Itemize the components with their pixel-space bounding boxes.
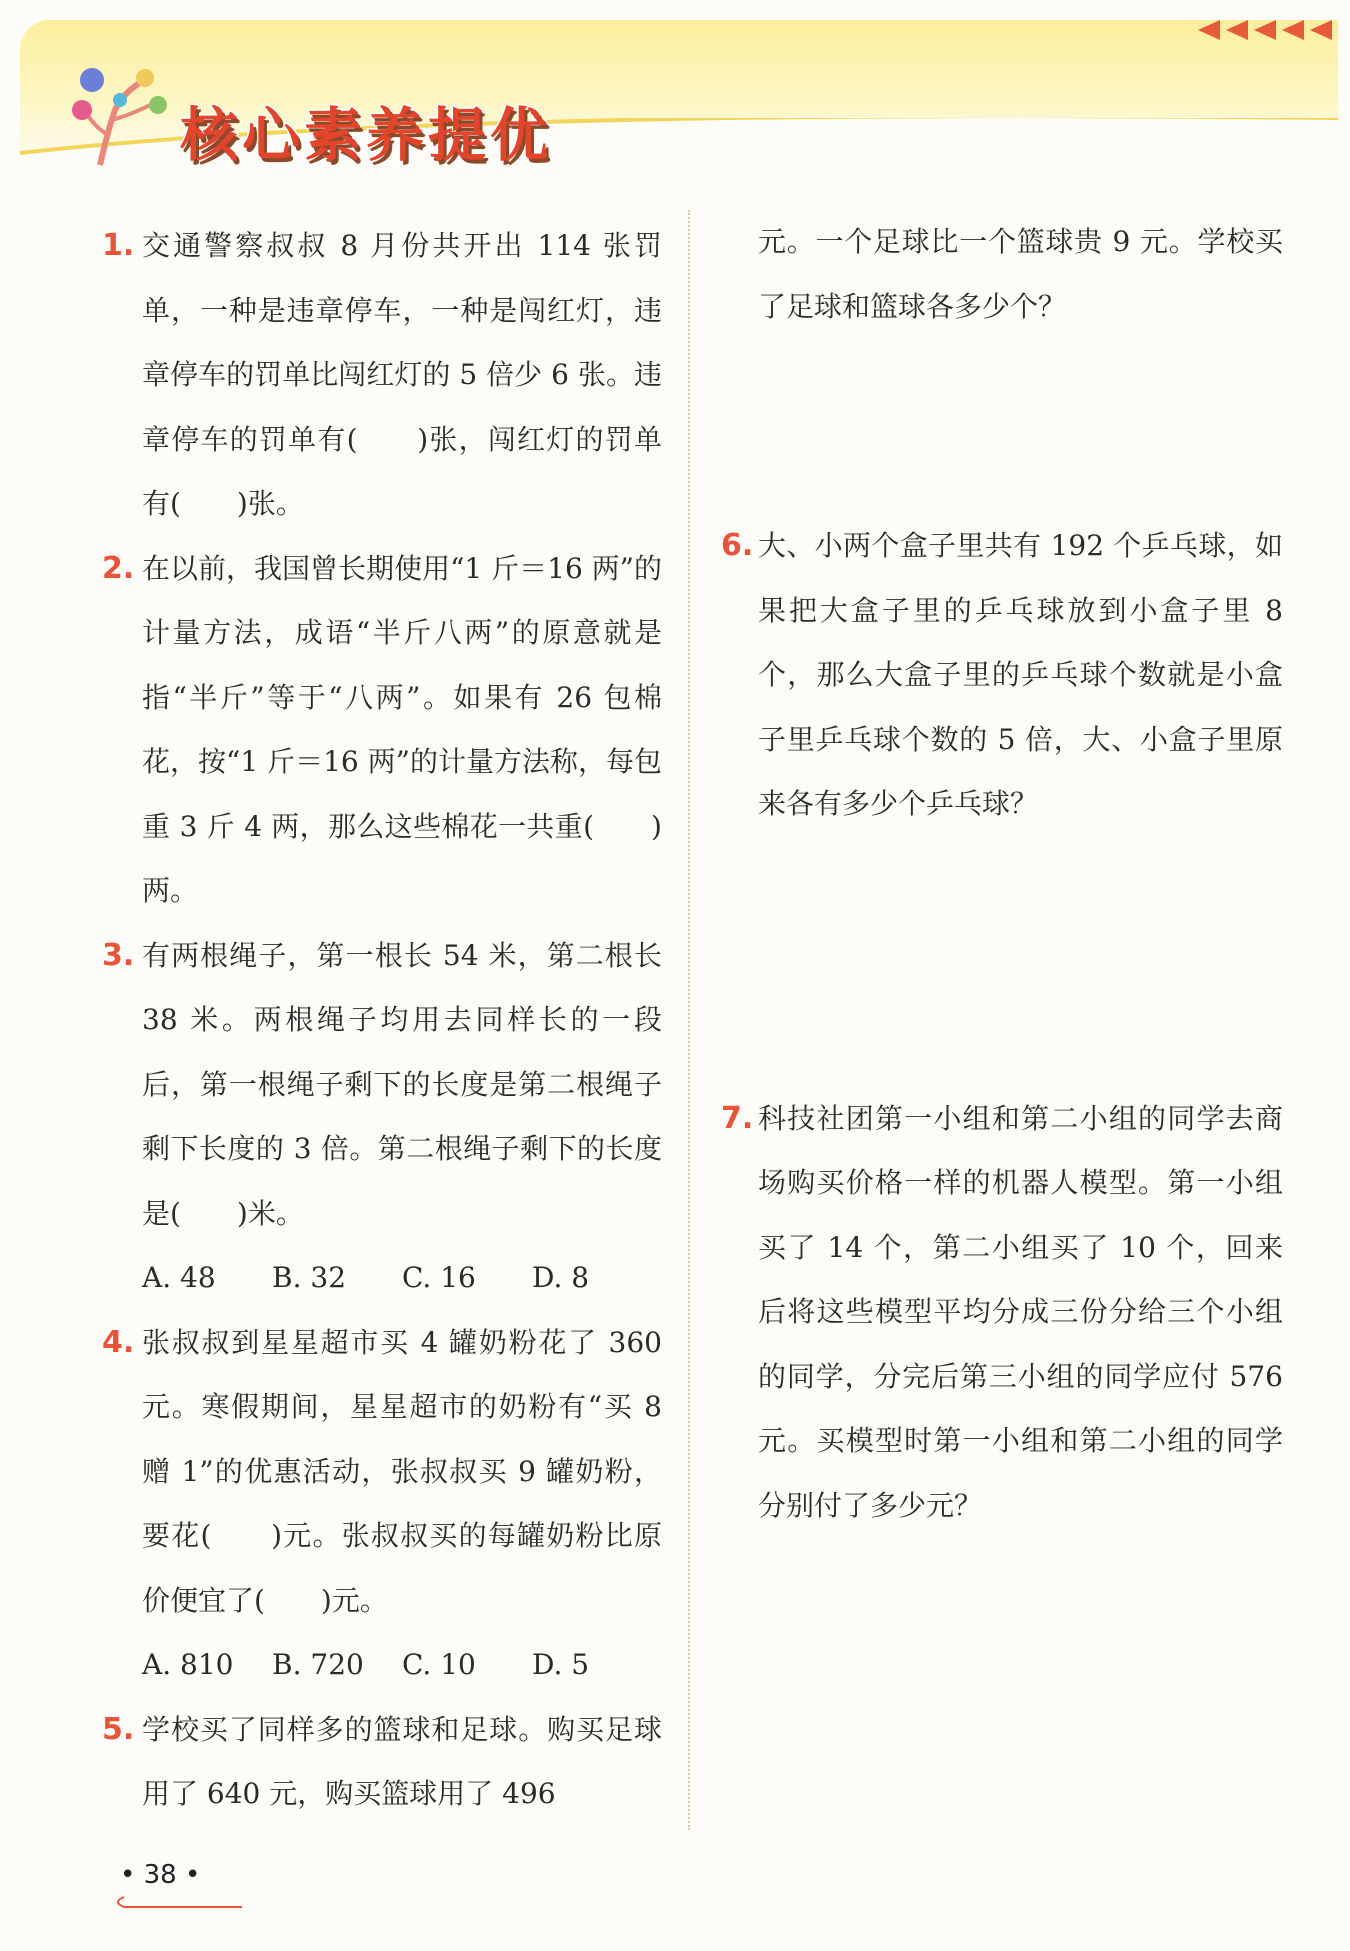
question-6 (718, 514, 1283, 837)
left-column (102, 214, 662, 1827)
option-a: A. 810 (142, 1648, 234, 1681)
question-3 (102, 924, 662, 1247)
question-text: 张叔叔到星星超市买 4 罐奶粉花了 360 元。寒假期间，星星超市的奶粉有“买 8 赠 1”的优惠活动，张叔叔买 9 罐奶粉，要花( )元。张叔叔买的每罐奶粉比原价便宜了( )元。 (142, 1325, 662, 1617)
option-b: B. 720 (272, 1648, 364, 1681)
question-text: 大、小两个盒子里共有 192 个乒乓球，如果把大盒子里的乒乓球放到小盒子里 8 个，那么大盒子里的乒乓球个数就是小盒子里乒乓球个数的 5 倍，大、小盒子里原来各有多少个乒乓球？ (758, 529, 1283, 820)
page-number: • 38 • (120, 1860, 201, 1890)
question-number: 5. (102, 1711, 135, 1747)
arrow-decoration (1198, 20, 1332, 40)
question-text: 有两根绳子，第一根长 54 米，第二根长 38 米。两根绳子均用去同样长的一段后，第一根绳子剩下的长度是第二根绳子剩下长度的 3 倍。第二根绳子剩下的长度是( )米。 (142, 938, 662, 1230)
option-c: C. 10 (402, 1648, 476, 1681)
question-text: 交通警察叔叔 8 月份共开出 114 张罚单，一种是违章停车，一种是闯红灯，违章停车的罚单比闯红灯的 5 倍少 6 张。违章停车的罚单有( )张，闯红灯的罚单有( )张。 (142, 229, 662, 520)
arrow-left-icon (1310, 20, 1332, 40)
question-1 (102, 214, 662, 537)
question-number: 7. (721, 1100, 754, 1136)
question-2 (102, 537, 662, 924)
question-number: 2. (102, 550, 135, 586)
question-number: 1. (102, 228, 135, 263)
question-5 (102, 1698, 662, 1827)
arrow-left-icon (1254, 20, 1276, 40)
option-d: D. 5 (532, 1648, 590, 1681)
question-number: 3. (102, 937, 135, 973)
question-4-options (102, 1633, 662, 1698)
arrow-left-icon (1226, 20, 1248, 40)
option-a: A. 48 (142, 1261, 216, 1294)
question-number: 4. (102, 1324, 135, 1360)
arrow-left-icon (1282, 20, 1304, 40)
arrow-left-icon (1198, 20, 1220, 40)
question-3-options (102, 1246, 662, 1311)
option-c: C. 16 (402, 1261, 476, 1294)
question-text: 科技社团第一小组和第二小组的同学去商场购买价格一样的机器人模型。第一小组买了 14 个，第二小组买了 10 个，回来后将这些模型平均分成三份分给三个小组的同学，分完后第三小组的同学应付 576 元。买模型时第一小组和第二小组的同学分别付了多少元？ (758, 1101, 1283, 1522)
question-number: 6. (721, 528, 754, 563)
question-text: 学校买了同样多的篮球和足球。购买足球用了 640 元，购买篮球用了 496 (142, 1712, 662, 1810)
column-divider (688, 210, 690, 1830)
question-text: 在以前，我国曾长期使用“1 斤＝16 两”的计量方法，成语“半斤八两”的原意就是指“半斤”等于“八两”。如果有 26 包棉花，按“1 斤＝16 两”的计量方法称，每包重 3 斤 4 两，那么这些棉花一共重( )两。 (142, 551, 662, 907)
question-4 (102, 1311, 662, 1634)
question-5-continued (718, 210, 1283, 339)
option-d: D. 8 (532, 1261, 590, 1294)
question-text: 元。一个足球比一个篮球贵 9 元。学校买了足球和篮球各多少个？ (758, 225, 1283, 323)
right-column (718, 210, 1283, 1538)
page-title: 核心素养提优 (180, 101, 553, 169)
page-number-underline (112, 1895, 242, 1909)
option-b: B. 32 (272, 1261, 347, 1294)
tree-icon (70, 60, 180, 170)
question-7 (718, 1087, 1283, 1539)
